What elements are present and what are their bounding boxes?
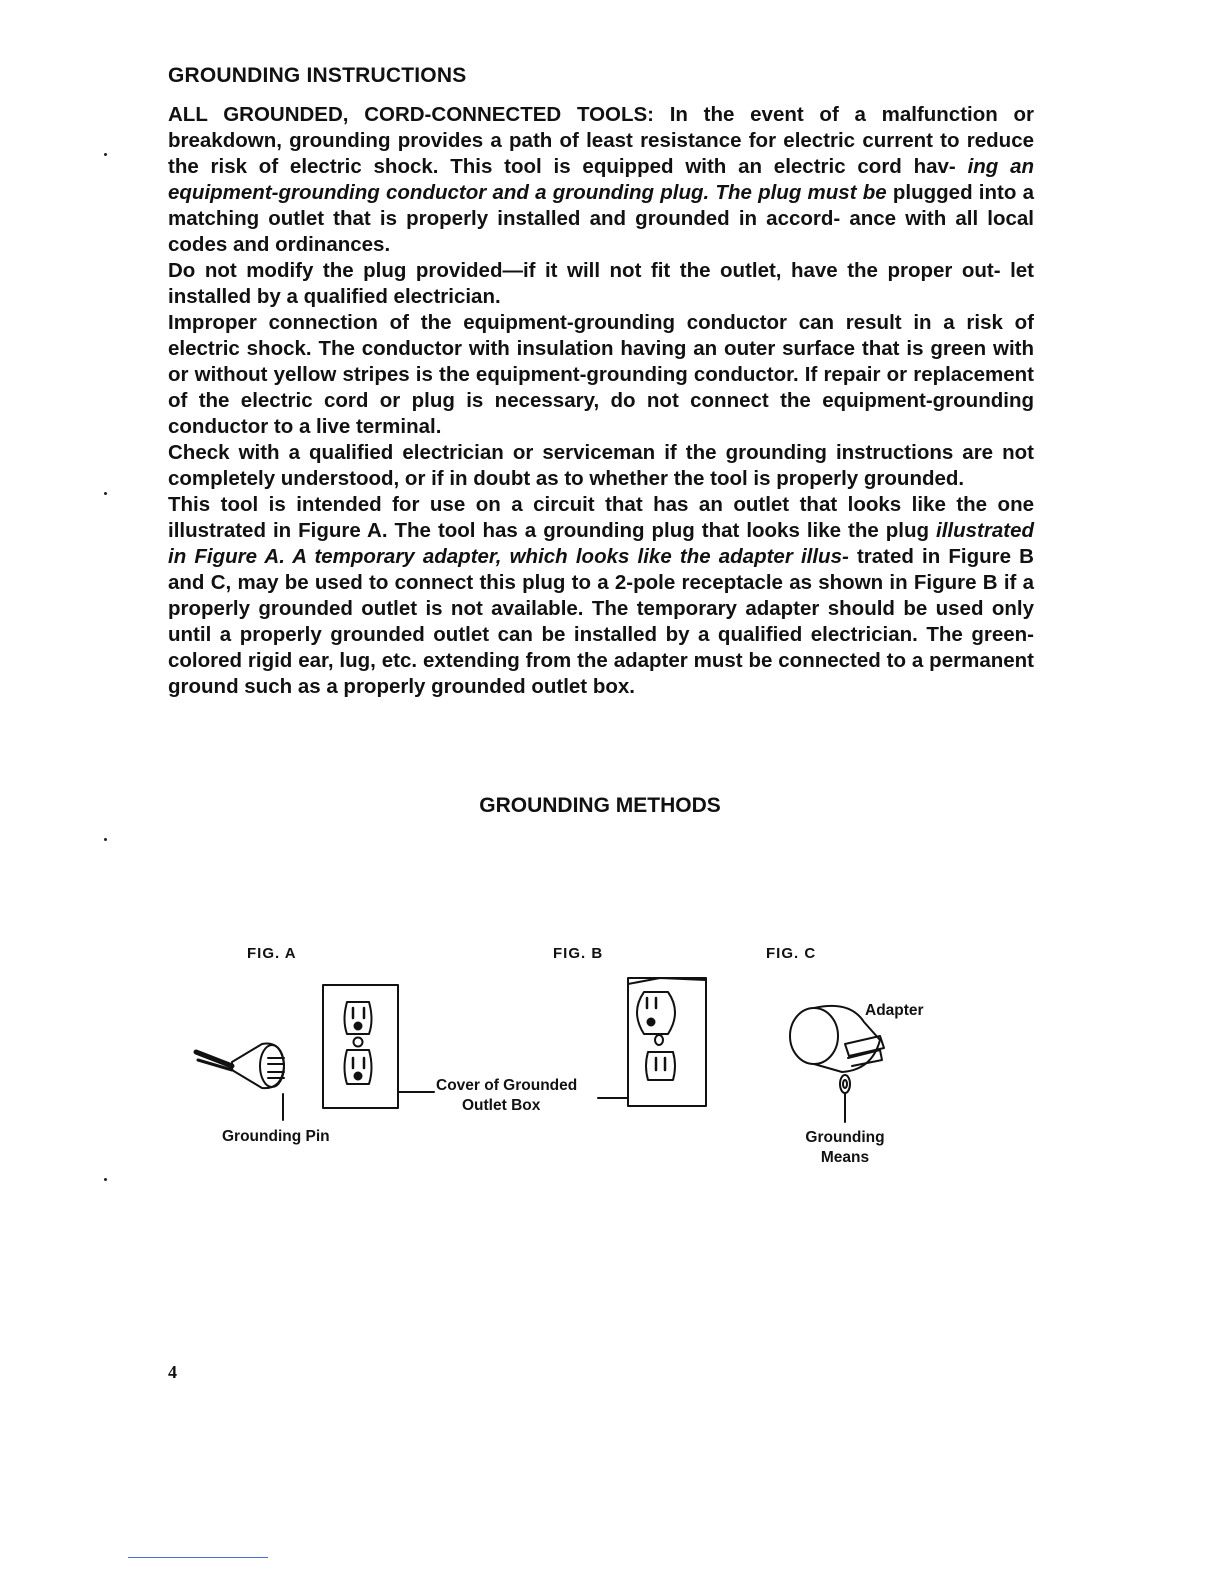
page-number: 4 (168, 1362, 177, 1382)
scan-speck (104, 153, 107, 156)
duplex-outlet-illustration (323, 985, 398, 1108)
paragraph-do-not-modify: Do not modify the plug provided—if it will not fit the outlet, have the proper out- let installed by a qualified electrician. (168, 259, 1034, 308)
paragraph-text: plugged into a matching outlet that is properly installed and grounded in accord- ance with all local codes and ordinances. (168, 181, 1034, 256)
fig-a-label: FIG. A (247, 945, 297, 962)
scan-speck (104, 838, 107, 841)
paragraph-text-italic: illustrated in Figure A. A temporary adapter, which looks like the adapter illus- (168, 519, 1034, 568)
paragraph-lead: ALL GROUNDED, CORD-CONNECTED TOOLS: (168, 103, 655, 126)
grounding-pin-caption: Grounding Pin (222, 1128, 330, 1145)
grounding-plug-illustration (196, 1043, 284, 1120)
paragraph-text-italic: ing an equipment-grounding conductor and a grounding plug. The plug must be (168, 155, 1035, 204)
paragraph-check-electrician: Check with a qualified electrician or serviceman if the grounding instructions are not completely understood, or if in doubt as to whether the tool is properly grounded. (168, 441, 1034, 490)
grounding-means-caption (790, 1128, 900, 1168)
adapter-caption: Adapter (865, 1002, 924, 1019)
grounding-means-line1: Grounding (805, 1129, 885, 1146)
cover-caption (436, 1076, 577, 1116)
adapter-in-outlet-illustration (628, 978, 706, 1106)
fig-b-label: FIG. B (553, 945, 604, 962)
page-heading: GROUNDING INSTRUCTIONS (168, 64, 467, 87)
paragraph-text: This tool is intended for use on a circuit that has an outlet that looks like the one illustrated in Figure A. The tool has a grounding plug that looks like the plug (168, 493, 1034, 542)
scan-speck (104, 492, 107, 495)
fig-c-label: FIG. C (766, 945, 817, 962)
paragraph-text: trated in Figure B and C, may be used to connect this plug to a 2-pole receptacle as shown in Figure B if a properly grounded outlet is not available. The temporary adapter should be used only until a properly grounded outlet can be installed by a qualified electrician. The green-colored rigid ear, lug, etc. extending from the adapter must be connected to a permanent ground such as a properly grounded outlet box. (168, 545, 1034, 698)
cover-caption-line2: Outlet Box (462, 1097, 541, 1114)
grounding-methods-title: GROUNDING METHODS (479, 794, 721, 817)
adapter-illustration (790, 1006, 884, 1122)
paragraph-text: In the event of a malfunction or breakdown, grounding provides a path of least resistance for electric current to reduce the risk of electric shock. This tool is equipped with an electric cord hav- (168, 103, 1034, 178)
paragraph-improper-connection: Improper connection of the equipment-grounding conductor can result in a risk of electric shock. The conductor with insulation having an outer surface that is green with or without yellow stripes is the equipment-grounding conductor. If repair or replacement of the electric cord or plug is necessary, do not connect the equipment-grounding conductor to a live terminal. (168, 311, 1034, 438)
cover-caption-line1: Cover of Grounded (436, 1077, 578, 1094)
scan-speck (104, 1178, 107, 1181)
grounding-means-line2: Means (820, 1149, 870, 1166)
scan-edge-line (128, 1557, 268, 1558)
